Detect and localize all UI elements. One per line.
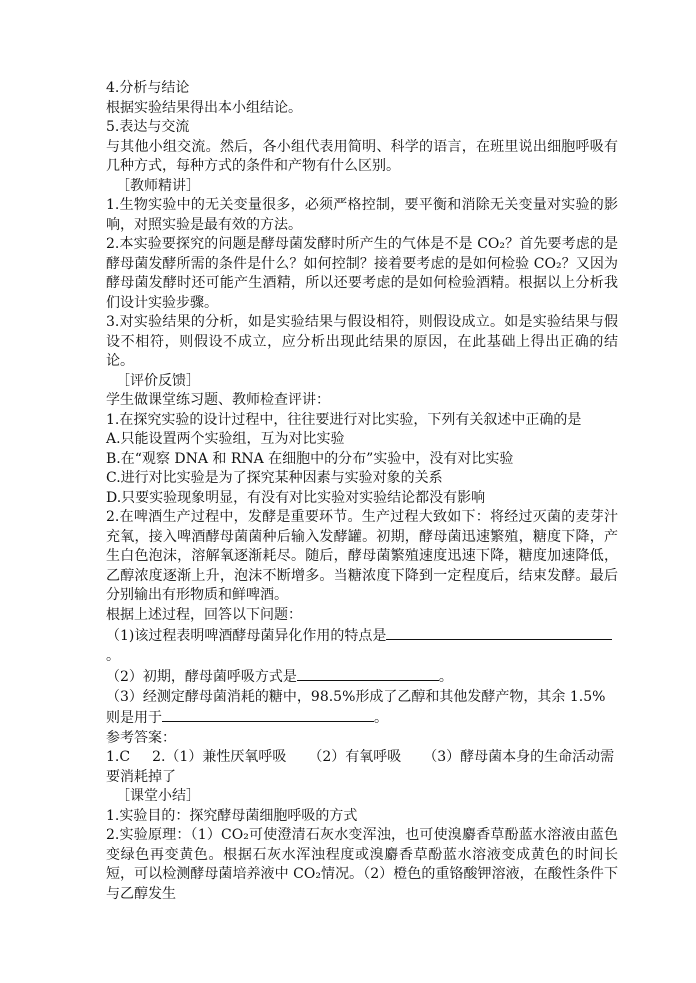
question-2-part-1 [88, 625, 618, 666]
question-2-part-1-text: （1)该过程表明啤酒酵母菌异化作用的特点是 [106, 628, 387, 644]
evaluation-intro: 学生做课堂练习题、教师检查评讲： [106, 392, 330, 408]
answer-2-part-1: 2.（1）兼性厌氧呼吸 [152, 749, 287, 765]
evaluation-heading: ［评价反馈］ [116, 372, 200, 389]
teacher-point-3: 3.对实验结果的分析，如是实验结果与假设相符，则假设成立。如是实验结果与假设不相符，则假设不成立，应分析出现此结果的原因，在此基础上得出正确的结论。 [106, 314, 618, 369]
document-body [88, 79, 618, 904]
teacher-point-1: 1.生物实验中的无关变量很多，必须严格控制，要平衡和消除无关变量对实验的影响，对照实验是最有效的方法。 [106, 197, 618, 233]
question-2: 2.在啤酒生产过程中，发酵是重要环节。生产过程大致如下：将经过灭菌的麦芽汁充氧，接入啤酒酵母菌菌种后输入发酵罐。初期，酵母菌迅速繁殖，糖度下降，产生白色泡沫，溶解氧逐渐耗尽。随后，酵母菌繁殖速度迅速下降，糖度加速降低，乙醇浓度逐渐上升，泡沫不断增多。当糖浓度下降到一定程度后，结束发酵。最后分别输出有形物质和鲜啤酒。 [106, 509, 618, 603]
question-1-option-b: B.在“观察 DNA 和 RNA 在细胞中的分布”实验中，没有对比实验 [106, 450, 514, 467]
question-1-option-a: A.只能设置两个实验组，互为对比实验 [106, 431, 345, 447]
teacher-point-2: 2.本实验要探究的问题是酵母菌发酵时所产生的气体是不是 CO₂？首先要考虑的是酵母菌发酵所需的条件是什么？如何控制？接着要考虑的是如何检验 CO₂？又因为酵母菌发酵时还可能产生酒精，所以还要考虑的是如何检验酒精。根据以上分析我们设计实验步骤。 [106, 236, 618, 311]
question-2-part-3 [88, 688, 618, 729]
answer-blank-3[interactable] [162, 707, 374, 722]
summary-point-2: 2.实验原理：（1）CO₂可使澄清石灰水变浑浊，也可使溴麝香草酚蓝水溶液由蓝色变绿色再变黄色。根据石灰水浑浊程度或溴麝香草酚蓝水溶液变成黄色的时间长短，可以检测酵母菌培养液中 CO₂情况。（2）橙色的重铬酸钾溶液，在酸性条件下与乙醇发生 [106, 827, 618, 902]
period: 。 [374, 710, 388, 726]
summary-heading: ［课堂小结］ [116, 788, 200, 804]
section-4-text: 根据实验结果得出本小组结论。 [106, 99, 302, 116]
period: 。 [438, 669, 453, 685]
section-5-text: 与其他小组交流。然后，各小组代表用简明、科学的语言，在班里说出细胞呼吸有几种方式，每种方式的条件和产物有什么区别。 [106, 138, 618, 174]
reference-answers [88, 748, 618, 787]
teacher-explanation-heading: ［教师精讲］ [116, 177, 200, 194]
question-2-part-3-text: （3）经测定酵母菌消耗的糖中，98.5%形成了乙醇和其他发酵产物，其余 1.5%则是用于 [106, 688, 606, 726]
section-5-heading: 5.表达与交流 [106, 119, 190, 135]
section-4-heading: 4.分析与结论 [106, 80, 190, 96]
question-1: 1.在探究实验的设计过程中，往往要进行对比实验，下列有关叙述中正确的是 [106, 411, 582, 428]
answer-blank-2[interactable] [297, 666, 439, 681]
question-2-part-2 [88, 666, 618, 688]
question-1-option-d: D.只要实验现象明显，有没有对比实验对实验结论都没有影响 [106, 489, 486, 506]
answer-blank-1[interactable] [386, 625, 612, 640]
question-2-part-2-text: （2）初期，酵母菌呼吸方式是 [106, 669, 297, 685]
period: 。 [106, 647, 120, 664]
question-1-option-c: C.进行对比实验是为了探究某种因素与实验对象的关系 [106, 470, 443, 486]
answer-1: 1.C [106, 749, 131, 765]
answer-2-part-3: （3）酵母菌本身的生命活动需要消耗掉了 [106, 749, 615, 785]
answer-2-part-2: （2）有氧呼吸 [308, 749, 402, 765]
summary-point-1: 1.实验目的：探究酵母菌细胞呼吸的方式 [106, 807, 358, 824]
reference-answer-heading: 参考答案： [106, 729, 176, 746]
question-2-prompt: 根据上述过程，回答以下问题： [106, 606, 302, 623]
